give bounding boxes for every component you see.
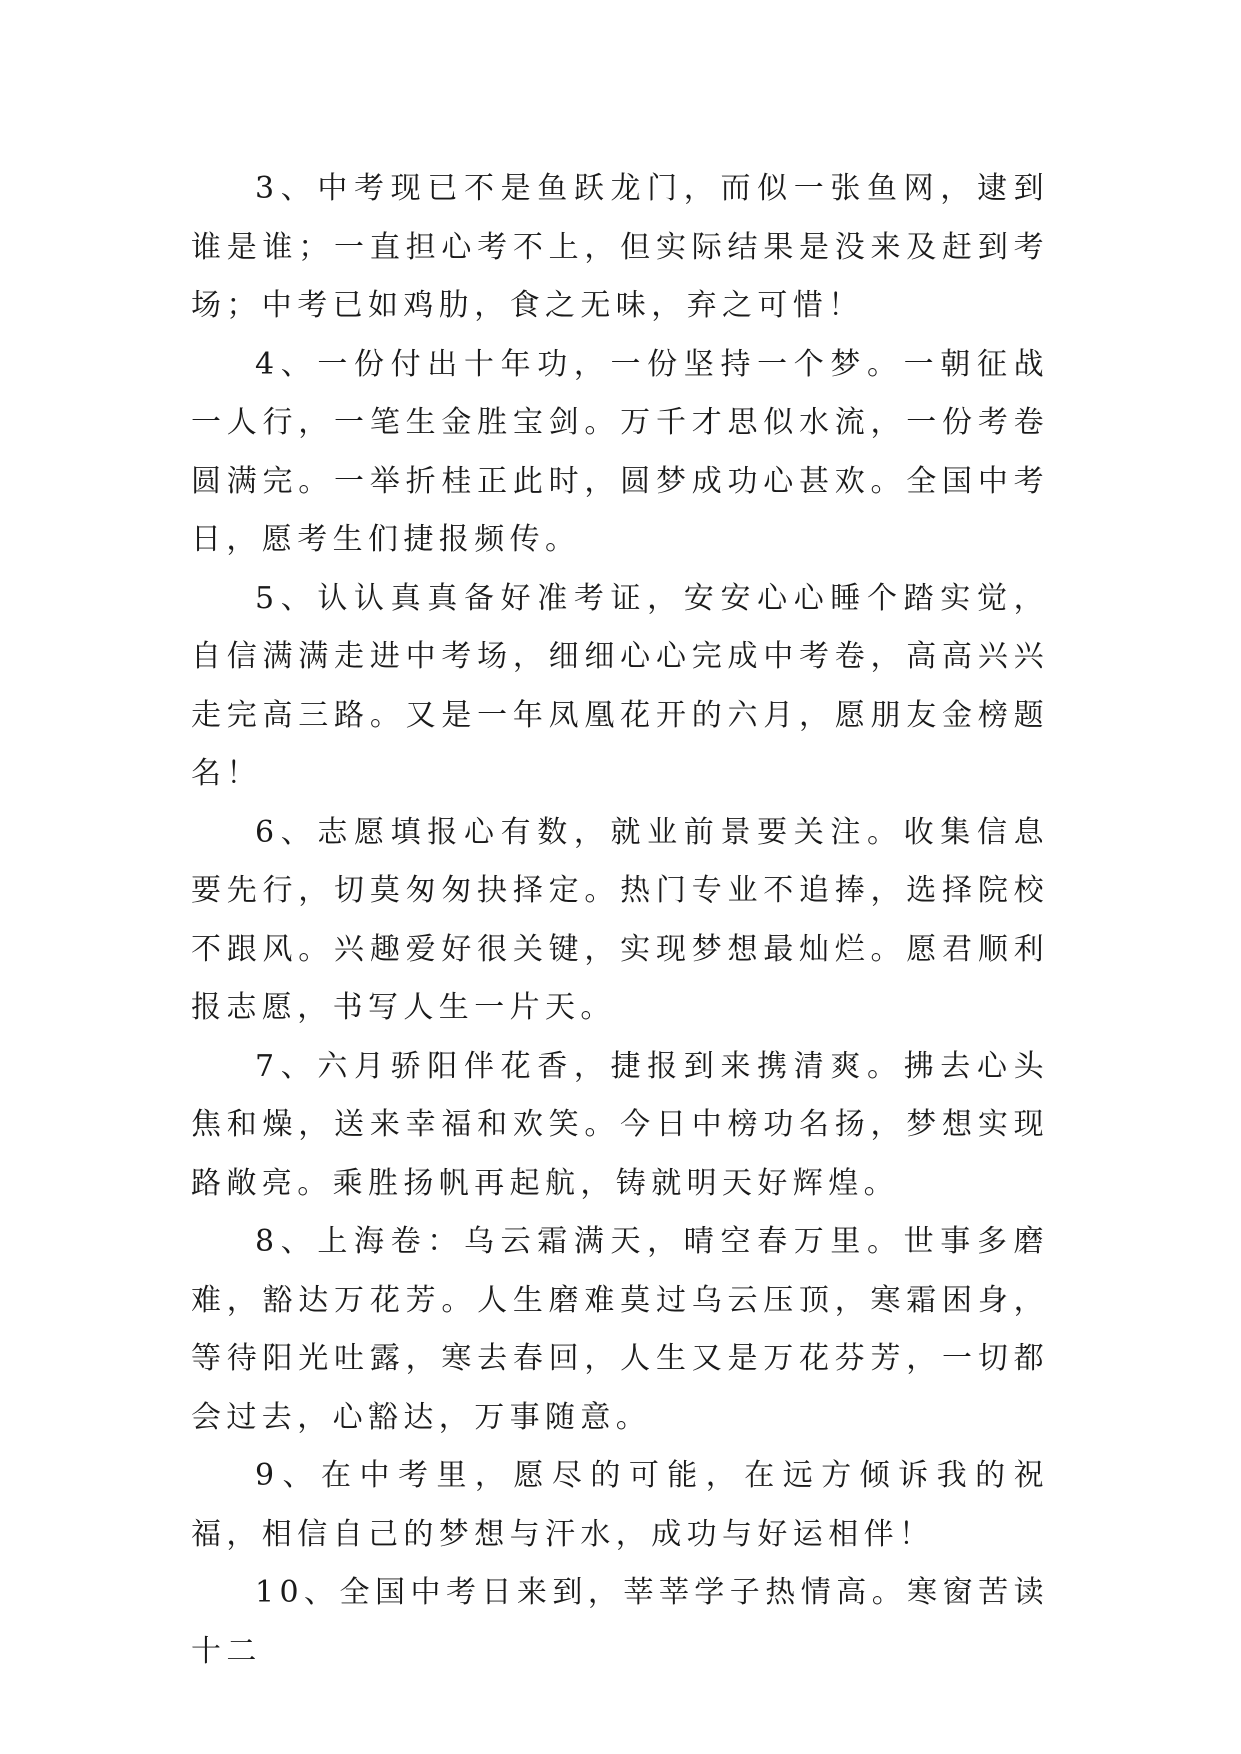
paragraph-8: 8、上海卷：乌云霜满天，晴空春万里。世事多磨难，豁达万花芳。人生磨难莫过乌云压顶，寒霜困身，等待阳光吐露，寒去春回，人生又是万花芬芳，一切都会过去，心豁达，万事随意。 <box>191 1224 1049 1435</box>
paragraph-7: 7、六月骄阳伴花香，捷报到来携清爽。拂去心头焦和燥，送来幸福和欢笑。今日中榜功名扬，梦想实现路敞亮。乘胜扬帆再起航，铸就明天好辉煌。 <box>191 1048 1049 1201</box>
paragraph-3: 3、中考现已不是鱼跃龙门，而似一张鱼网，逮到谁是谁；一直担心考不上，但实际结果是没来及赶到考场；中考已如鸡肋，食之无味，弃之可惜！ <box>191 171 1049 323</box>
document-body <box>191 160 1049 1681</box>
paragraph-6: 6、志愿填报心有数，就业前景要关注。收集信息要先行，切莫匆匆抉择定。热门专业不追捧，选择院校不跟风。兴趣爱好很关键，实现梦想最灿烂。愿君顺利报志愿，书写人生一片天。 <box>191 814 1049 1025</box>
paragraph-10: 10、全国中考日来到，莘莘学子热情高。寒窗苦读十二 <box>191 1575 1049 1669</box>
paragraph-9: 9、在中考里，愿尽的可能，在远方倾诉我的祝福，相信自己的梦想与汗水，成功与好运相伴！ <box>191 1458 1049 1552</box>
paragraph-4: 4、一份付出十年功，一份坚持一个梦。一朝征战一人行，一笔生金胜宝剑。万千才思似水流，一份考卷圆满完。一举折桂正此时，圆梦成功心甚欢。全国中考日，愿考生们捷报频传。 <box>191 346 1049 557</box>
paragraph-5: 5、认认真真备好准考证，安安心心睡个踏实觉，自信满满走进中考场，细细心心完成中考卷，高高兴兴走完高三路。又是一年凤凰花开的六月，愿朋友金榜题名！ <box>191 580 1049 791</box>
